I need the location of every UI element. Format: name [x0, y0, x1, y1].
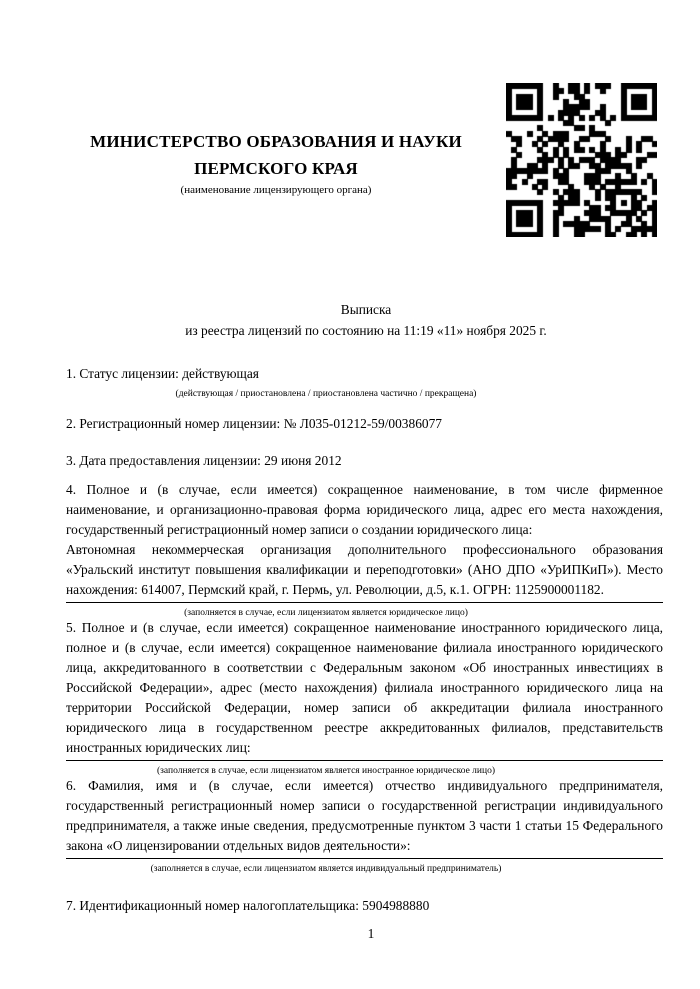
item-6-individual-entrepreneur: [66, 776, 663, 876]
item-4-underline: [66, 602, 663, 603]
page-number: 1: [367, 926, 375, 941]
item-5-underline: [66, 760, 663, 761]
item-2-text: 2. Регистрационный номер лицензии: № Л035-01212-59/00386077: [66, 416, 442, 431]
item-4-text: 4. Полное и (в случае, если имеется) сокращенное наименование, в том числе фирменное наименование, и организационно-правовая форма юридического лица, адрес его места нахождения, государственный регистрационный номер записи о создании юридического лица:: [66, 482, 663, 537]
item-7-taxpayer-number: [66, 896, 663, 916]
licensing-authority-caption: (наименование лицензирующего органа): [180, 184, 372, 196]
item-4-value: Автономная некоммерческая организация дополнительного профессионального образования «Уральский институт повышения квалификации и переподготовки» (АНО ДПО «УрИПКиП»). Место нахождения: 614007, Пермский край, г. Пермь, ул. Революции, д.5, к.1. ОГРН: 1125900001182.: [66, 542, 663, 597]
item-4-caption: (заполняется в случае, если лицензиатом является юридическое лицо): [184, 608, 468, 618]
item-5-caption: (заполняется в случае, если лицензиатом является иностранное юридическое лицо): [157, 766, 495, 776]
document-title: [66, 300, 666, 341]
item-1-license-status: [66, 364, 663, 401]
item-7-text: 7. Идентификационный номер налогоплательщика: 5904988880: [66, 898, 430, 913]
item-5-text: 5. Полное и (в случае, если имеется) сокращенное наименование иностранного юридического лица, полное и (в случае, если имеется) сокращенное наименование филиала иностранного юридического лица, аккредитованного в соответствии с Федеральным законом «Об иностранных инвестициях в Российской Федерации», адрес (место нахождения) филиала иностранного юридического лица на территории Российской Федерации, номер записи об аккредитации филиала иностранного юридического лица в государственном реестре аккредитованных филиалов, представительств иностранных юридических лиц:: [66, 620, 663, 755]
qr-code: [506, 83, 657, 237]
licensing-authority-name: [66, 128, 486, 182]
item-3-text: 3. Дата предоставления лицензии: 29 июня 2012: [66, 453, 342, 468]
item-5-foreign-entity: [66, 618, 663, 778]
item-1-caption: (действующая / приостановлена / приостановлена частично / прекращена): [175, 389, 477, 399]
item-3-grant-date: [66, 451, 663, 471]
item-6-underline: [66, 858, 663, 859]
document-title-line1: Выписка: [340, 302, 392, 317]
item-4-legal-entity: [66, 480, 663, 620]
document-header: [66, 128, 486, 197]
item-2-registration-number: [66, 414, 663, 434]
licensing-authority-name-line2: ПЕРМСКОГО КРАЯ: [194, 159, 358, 178]
item-1-text: 1. Статус лицензии: действующая: [66, 366, 259, 381]
item-6-text: 6. Фамилия, имя и (в случае, если имеется) отчество индивидуального предпринимателя, государственный регистрационный номер записи о государственной регистрации индивидуального предпринимателя, а также иные сведения, предусмотренные пунктом 3 части 1 статьи 15 Федерального закона «О лицензировании отдельных видов деятельности»:: [66, 778, 663, 853]
licensing-authority-name-line1: МИНИСТЕРСТВО ОБРАЗОВАНИЯ И НАУКИ: [90, 132, 462, 151]
item-6-caption: (заполняется в случае, если лицензиатом является индивидуальный предприниматель): [150, 864, 502, 874]
document-title-line2: из реестра лицензий по состоянию на 11:19 «11» ноября 2025 г.: [185, 322, 547, 338]
